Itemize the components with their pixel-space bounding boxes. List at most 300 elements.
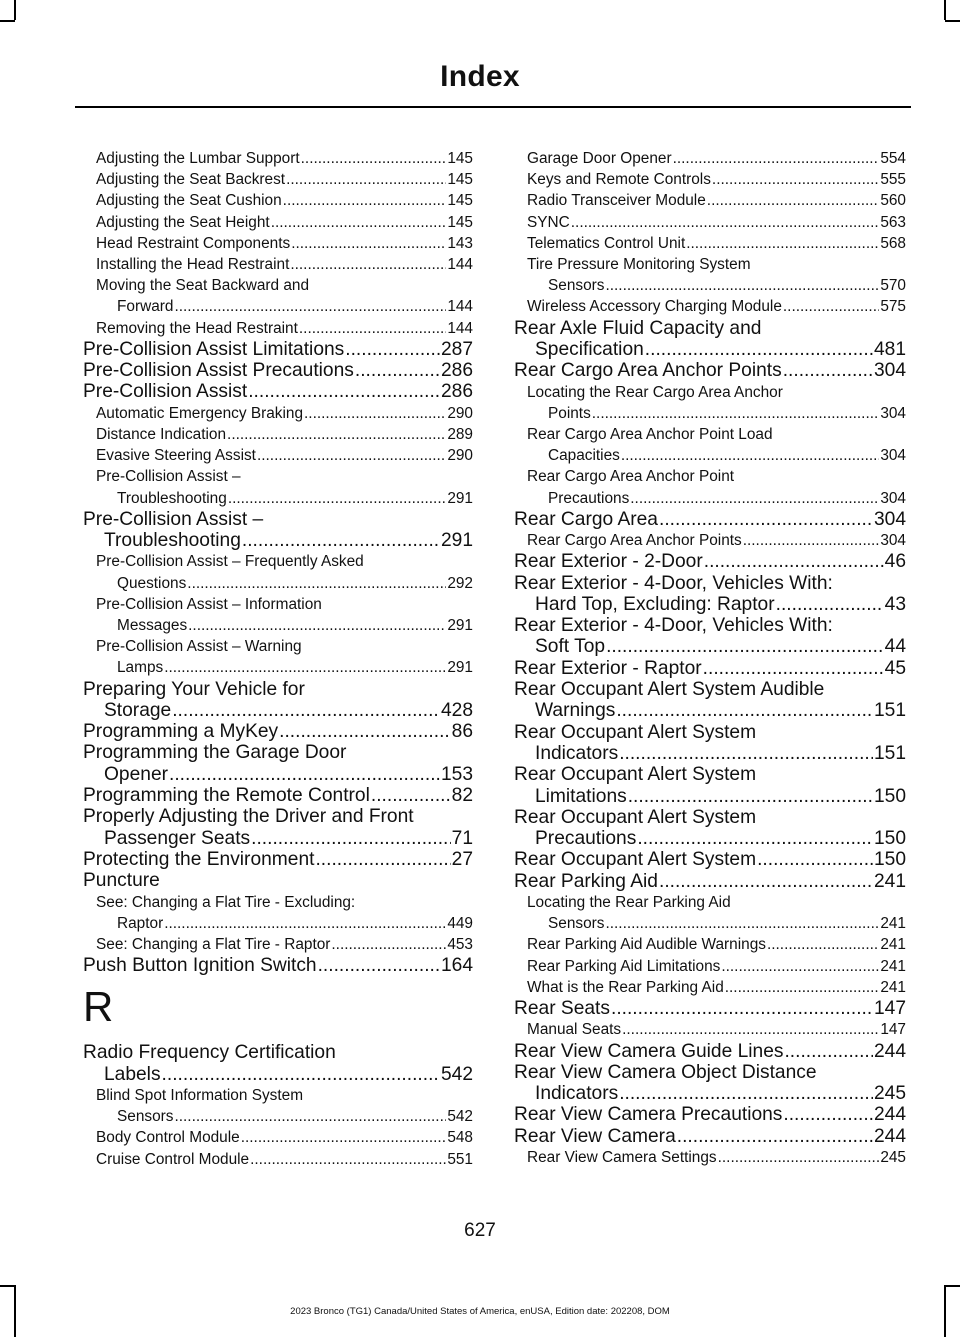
dot-leader (271, 212, 447, 233)
page-ref: 568 (880, 234, 906, 252)
entry-text: Locating the Rear Cargo Area Anchor (527, 383, 783, 401)
index-subentry (83, 1085, 473, 1127)
entry-text: Wireless Accessory Charging Module (527, 298, 782, 316)
dot-leader (659, 871, 873, 892)
entry-text: Rear Cargo Area Anchor Points (514, 360, 782, 382)
page-ref: 245 (873, 1083, 906, 1105)
dot-leader (783, 296, 879, 317)
dot-leader (784, 1041, 873, 1062)
entry-text: Distance Indication (96, 425, 227, 443)
entry-text: Push Button Ignition Switch (83, 955, 317, 977)
dot-leader (783, 360, 873, 381)
entry-text: Adjusting the Seat Backrest (96, 171, 286, 189)
entry-text-cont: Limitations (535, 785, 627, 807)
page-ref: 560 (880, 192, 906, 210)
entry-text: Rear Seats (514, 998, 610, 1019)
entry-text: SYNC (527, 213, 570, 231)
entry-continuation (514, 339, 906, 360)
entry-line (96, 1127, 473, 1148)
entry-line (514, 1104, 906, 1125)
entry-text-cont: Sensors (548, 277, 605, 295)
entry-text: Adjusting the Lumbar Support (96, 150, 300, 167)
entry-text: Rear Cargo Area (514, 508, 658, 530)
dot-leader (242, 530, 440, 551)
dot-leader (315, 849, 450, 870)
index-entry (514, 1104, 906, 1125)
page-ref: 145 (447, 171, 473, 189)
entry-text: Adjusting the Seat Height (96, 213, 270, 231)
entry-continuation (96, 1106, 473, 1127)
index-entry (83, 742, 473, 785)
entry-line (514, 551, 906, 572)
index-entry (83, 785, 473, 806)
page-ref: 245 (880, 1148, 906, 1166)
index-subentry (514, 956, 906, 977)
index-entry (514, 1062, 906, 1105)
entry-line (514, 998, 906, 1019)
index-entry (83, 381, 473, 402)
entry-text: Pre-Collision Assist (83, 381, 248, 403)
entry-line (527, 233, 906, 254)
page-ref: 44 (884, 636, 906, 658)
entry-continuation (83, 700, 473, 721)
entry-text-cont: Sensors (117, 1108, 174, 1126)
page-ref: 304 (880, 489, 906, 507)
entry-text-cont: Storage (104, 699, 172, 721)
entry-continuation (514, 700, 906, 721)
dot-leader (172, 700, 440, 721)
index-entry (83, 339, 473, 360)
dot-leader (283, 190, 447, 211)
index-entry (514, 849, 906, 870)
entry-line (527, 977, 906, 998)
entry-text: Body Control Module (96, 1129, 240, 1147)
index-subentry (83, 254, 473, 275)
page-ref: 145 (447, 150, 473, 167)
entry-line (96, 318, 473, 339)
page-ref: 290 (447, 447, 473, 465)
page-ref: 575 (880, 298, 906, 316)
entry-continuation (514, 1083, 906, 1104)
entry-text: Adjusting the Seat Cushion (96, 192, 282, 210)
entry-text: See: Changing a Flat Tire - Raptor (96, 935, 331, 953)
page-ref: 304 (880, 404, 906, 422)
entry-text: Programming a MyKey (83, 721, 279, 743)
entry-text-cont: Troubleshooting (104, 530, 241, 552)
entry-text: Cruise Control Module (96, 1150, 250, 1168)
entry-text: Rear Cargo Area Anchor Point (527, 468, 735, 486)
index-subentry (83, 1127, 473, 1148)
index-subentry (514, 382, 906, 424)
dot-leader (630, 488, 879, 509)
dot-leader (355, 360, 440, 381)
entry-line (527, 1019, 906, 1040)
entry-text: Installing the Head Restraint (96, 256, 290, 274)
index-entry (83, 1042, 473, 1085)
entry-text: Pre-Collision Assist Precautions (83, 360, 354, 382)
page-ref: 286 (440, 360, 473, 382)
entry-text: Rear Occupant Alert System Audible (514, 679, 825, 701)
page-ref: 27 (451, 848, 473, 870)
entry-text: Rear Occupant Alert System (514, 806, 757, 828)
entry-text: Pre-Collision Assist – Information (96, 595, 322, 613)
entry-line (96, 212, 473, 233)
index-entry (514, 1041, 906, 1062)
entry-text: Rear Exterior - 4-Door, Vehicles With: (514, 572, 833, 594)
index-subentry (83, 934, 473, 955)
index-entry (514, 658, 906, 679)
dot-leader (592, 403, 880, 424)
entry-text: Garage Door Opener (527, 150, 672, 167)
footer-edition-info: 2023 Bronco (TG1) Canada/United States of America, enUSA, Edition date: 202208, DOM (290, 1306, 670, 1317)
entry-text: Pre-Collision Assist – Warning (96, 638, 302, 656)
dot-leader (299, 318, 446, 339)
entry-text: Rear Axle Fluid Capacity and (514, 317, 762, 339)
entry-text: Rear View Camera Object Distance (514, 1061, 817, 1083)
index-subentry (83, 466, 473, 508)
dot-leader (301, 148, 447, 169)
page-ref: 144 (447, 298, 473, 316)
page-ref: 244 (873, 1104, 906, 1126)
dot-leader (290, 254, 446, 275)
page-ref: 555 (880, 171, 906, 189)
index-entry (83, 955, 473, 976)
page-ref: 304 (880, 447, 906, 465)
dot-leader (345, 339, 440, 360)
index-subentry (514, 233, 906, 254)
entry-text-cont: Precautions (548, 489, 630, 507)
index-entry (514, 615, 906, 658)
page-ref: 241 (880, 915, 906, 933)
entry-text-cont: Precautions (535, 828, 637, 850)
index-subentry (514, 148, 906, 169)
index-entry (514, 722, 906, 765)
dot-leader (318, 955, 440, 976)
dot-leader (677, 1126, 873, 1147)
entry-text: Rear Occupant Alert System (514, 764, 757, 786)
entry-text: Rear Parking Aid Audible Warnings (527, 936, 766, 954)
dot-leader (622, 1019, 879, 1040)
crop-mark (0, 1285, 15, 1287)
index-subentry (83, 212, 473, 233)
dot-leader (251, 828, 451, 849)
index-entry (83, 849, 473, 870)
entry-text: What is the Rear Parking Aid (527, 978, 724, 996)
entry-continuation (527, 403, 906, 424)
dot-leader (673, 148, 880, 169)
dot-leader (621, 445, 879, 466)
page-ref: 147 (873, 998, 906, 1019)
entry-line (527, 169, 906, 190)
dot-leader (757, 849, 873, 870)
entry-text: Pre-Collision Assist – Frequently Asked (96, 553, 364, 571)
index-entry (83, 509, 473, 552)
entry-text: Radio Transceiver Module (527, 192, 706, 210)
index-entry (514, 679, 906, 722)
entry-line (514, 658, 906, 679)
dot-leader (707, 190, 880, 211)
index-subentry (514, 1147, 906, 1168)
index-subentry (514, 892, 906, 934)
index-subentry (514, 934, 906, 955)
index-subentry (514, 530, 906, 551)
index-subentry (83, 190, 473, 211)
entry-line (96, 424, 473, 445)
entry-line (83, 339, 473, 360)
index-entry (83, 721, 473, 742)
dot-leader (767, 934, 879, 955)
entry-continuation (514, 786, 906, 807)
index-subentry (83, 636, 473, 678)
dot-leader (659, 509, 873, 530)
entry-line (527, 1147, 906, 1168)
page-ref: 46 (884, 551, 906, 573)
index-subentry (83, 594, 473, 636)
entry-text-cont: Warnings (535, 700, 616, 722)
dot-leader (188, 615, 446, 636)
page-ref: 241 (873, 870, 906, 892)
entry-continuation (514, 828, 906, 849)
entry-line (527, 530, 906, 551)
index-entry (514, 318, 906, 361)
entry-text: Blind Spot Information System (96, 1087, 304, 1105)
entry-continuation (83, 530, 473, 551)
entry-continuation (96, 573, 473, 594)
entry-text-cont: Messages (117, 616, 188, 634)
index-subentry (514, 190, 906, 211)
entry-line (96, 403, 473, 424)
entry-text: Telematics Control Unit (527, 234, 686, 252)
page-ref: 144 (447, 256, 473, 274)
entry-text: Rear Cargo Area Anchor Points (527, 532, 742, 550)
dot-leader (291, 233, 446, 254)
entry-continuation (527, 445, 906, 466)
entry-line (527, 956, 906, 977)
page-ref: 151 (873, 700, 906, 722)
entry-text: Automatic Emergency Braking (96, 404, 304, 422)
entry-text: Protecting the Environment (83, 848, 315, 870)
dot-leader (187, 573, 446, 594)
dot-leader (174, 1106, 446, 1127)
entry-text: Rear View Camera Settings (527, 1148, 717, 1166)
page-ref: 241 (880, 978, 906, 996)
entry-text: Preparing Your Vehicle for (83, 678, 305, 700)
index-entry (83, 679, 473, 722)
entry-text-cont: Points (548, 404, 591, 422)
crop-mark (945, 1285, 960, 1287)
index-entry (83, 360, 473, 381)
index-subentry (514, 424, 906, 466)
dot-leader (331, 934, 446, 955)
dot-leader (718, 1147, 880, 1168)
dot-leader (721, 956, 879, 977)
entry-continuation (96, 913, 473, 934)
dot-leader (712, 169, 879, 190)
index-column-left (83, 148, 473, 1170)
entry-text: Keys and Remote Controls (527, 171, 711, 189)
entry-line (96, 169, 473, 190)
entry-text: See: Changing a Flat Tire - Excluding: (96, 893, 356, 911)
entry-line (83, 849, 473, 870)
index-entry (514, 360, 906, 381)
dot-leader (241, 1127, 447, 1148)
entry-text: Rear Exterior - Raptor (514, 657, 702, 679)
entry-continuation (527, 275, 906, 296)
index-subentry (83, 403, 473, 424)
entry-line (83, 381, 473, 402)
entry-line (83, 955, 473, 976)
index-subentry (83, 169, 473, 190)
entry-text: Rear View Camera (514, 1125, 676, 1147)
dot-leader (605, 275, 879, 296)
index-subentry (514, 254, 906, 296)
entry-text: Tire Pressure Monitoring System (527, 256, 751, 274)
index-subentry (514, 169, 906, 190)
index-entry (514, 551, 906, 572)
entry-continuation (514, 636, 906, 657)
index-subentry (514, 466, 906, 508)
page-ref: 292 (447, 574, 473, 592)
entry-continuation (83, 1064, 473, 1085)
dot-leader (169, 764, 440, 785)
page-ref: 150 (873, 785, 906, 807)
entry-text-cont: Capacities (548, 447, 620, 465)
index-subentry (83, 233, 473, 254)
entry-line (83, 721, 473, 742)
page-ref: 304 (880, 532, 906, 550)
entry-line (96, 233, 473, 254)
entry-text: Radio Frequency Certification (83, 1042, 336, 1064)
page-number: 627 (464, 1220, 496, 1241)
dot-leader (619, 1083, 873, 1104)
dot-leader (227, 424, 446, 445)
index-entry (514, 871, 906, 892)
index-entry (514, 1126, 906, 1147)
entry-text-cont: Troubleshooting (117, 489, 227, 507)
entry-text-cont: Raptor (117, 914, 164, 932)
dot-leader (606, 636, 884, 657)
page-ref: 82 (451, 785, 473, 807)
crop-mark (944, 0, 946, 20)
entry-line (96, 445, 473, 466)
entry-continuation (527, 488, 906, 509)
entry-line (83, 785, 473, 806)
entry-text: Manual Seats (527, 1021, 622, 1039)
entry-text-cont: Passenger Seats (104, 827, 251, 849)
page-ref: 289 (447, 425, 473, 443)
index-subentry (514, 1019, 906, 1040)
entry-line (527, 934, 906, 955)
page-ref: 291 (447, 659, 473, 677)
entry-text: Locating the Rear Parking Aid (527, 893, 731, 911)
page-ref: 428 (440, 699, 473, 721)
page-ref: 244 (873, 1040, 906, 1062)
dot-leader (645, 339, 873, 360)
entry-text: Rear Cargo Area Anchor Point Load (527, 425, 773, 443)
entry-text-cont: Soft Top (535, 636, 606, 658)
entry-text: Programming the Remote Control (83, 785, 370, 807)
dot-leader (743, 530, 880, 551)
dot-leader (703, 658, 884, 679)
entry-continuation (514, 743, 906, 764)
page-ref: 304 (873, 508, 906, 530)
entry-continuation (96, 488, 473, 509)
index-subentry (83, 1149, 473, 1170)
entry-text: Evasive Steering Assist (96, 447, 256, 465)
page-ref: 147 (880, 1021, 906, 1039)
page-ref: 244 (873, 1125, 906, 1147)
dot-leader (371, 785, 451, 806)
entry-line (514, 871, 906, 892)
entry-text-cont: Lamps (117, 659, 164, 677)
entry-line (96, 254, 473, 275)
page-ref: 570 (880, 277, 906, 295)
entry-line (96, 148, 473, 169)
page-ref: 290 (447, 404, 473, 422)
page-title: Index (440, 60, 520, 93)
page-ref: 453 (447, 935, 473, 953)
entry-continuation (96, 657, 473, 678)
dot-leader (725, 977, 880, 998)
entry-line (527, 296, 906, 317)
page-ref: 286 (440, 381, 473, 403)
page-ref: 481 (873, 338, 906, 360)
entry-text: Rear Occupant Alert System (514, 849, 757, 871)
entry-text: Rear Parking Aid Limitations (527, 957, 721, 975)
page-ref: 291 (447, 489, 473, 507)
dot-leader (286, 169, 446, 190)
entry-line (96, 190, 473, 211)
entry-text: Rear Parking Aid (514, 870, 658, 892)
dot-leader (164, 913, 446, 934)
index-subentry (83, 424, 473, 445)
index-entry (514, 509, 906, 530)
entry-text: Moving the Seat Backward and (96, 277, 310, 295)
entry-line (514, 849, 906, 870)
entry-line (514, 1126, 906, 1147)
index-entry (514, 764, 906, 807)
crop-mark (0, 20, 15, 22)
entry-text: Rear View Camera Guide Lines (514, 1040, 784, 1062)
entry-text-cont: Forward (117, 298, 174, 316)
entry-line (514, 360, 906, 381)
page-ref: 145 (447, 213, 473, 231)
dot-leader (162, 1064, 440, 1085)
dot-leader (250, 1149, 446, 1170)
entry-text: Rear Exterior - 4-Door, Vehicles With: (514, 615, 833, 637)
index-subentry (83, 318, 473, 339)
dot-leader (611, 998, 873, 1019)
dot-leader (637, 828, 873, 849)
entry-line (96, 1149, 473, 1170)
dot-leader (279, 721, 451, 742)
page-ref: 304 (873, 360, 906, 382)
entry-text-cont: Questions (117, 574, 187, 592)
page-ref: 291 (440, 530, 473, 552)
section-letter: R (83, 983, 114, 1031)
dot-leader (571, 212, 880, 233)
crop-mark (14, 0, 16, 20)
dot-leader (248, 381, 440, 402)
entry-text: Properly Adjusting the Driver and Front (83, 806, 414, 828)
entry-text-cont: Opener (104, 763, 168, 785)
index-subentry (83, 275, 473, 317)
entry-text-cont: Labels (104, 1063, 161, 1085)
page-ref: 287 (440, 338, 473, 360)
entry-line (83, 360, 473, 381)
index-heading: Puncture (83, 870, 160, 892)
entry-text: Rear Occupant Alert System (514, 721, 757, 743)
